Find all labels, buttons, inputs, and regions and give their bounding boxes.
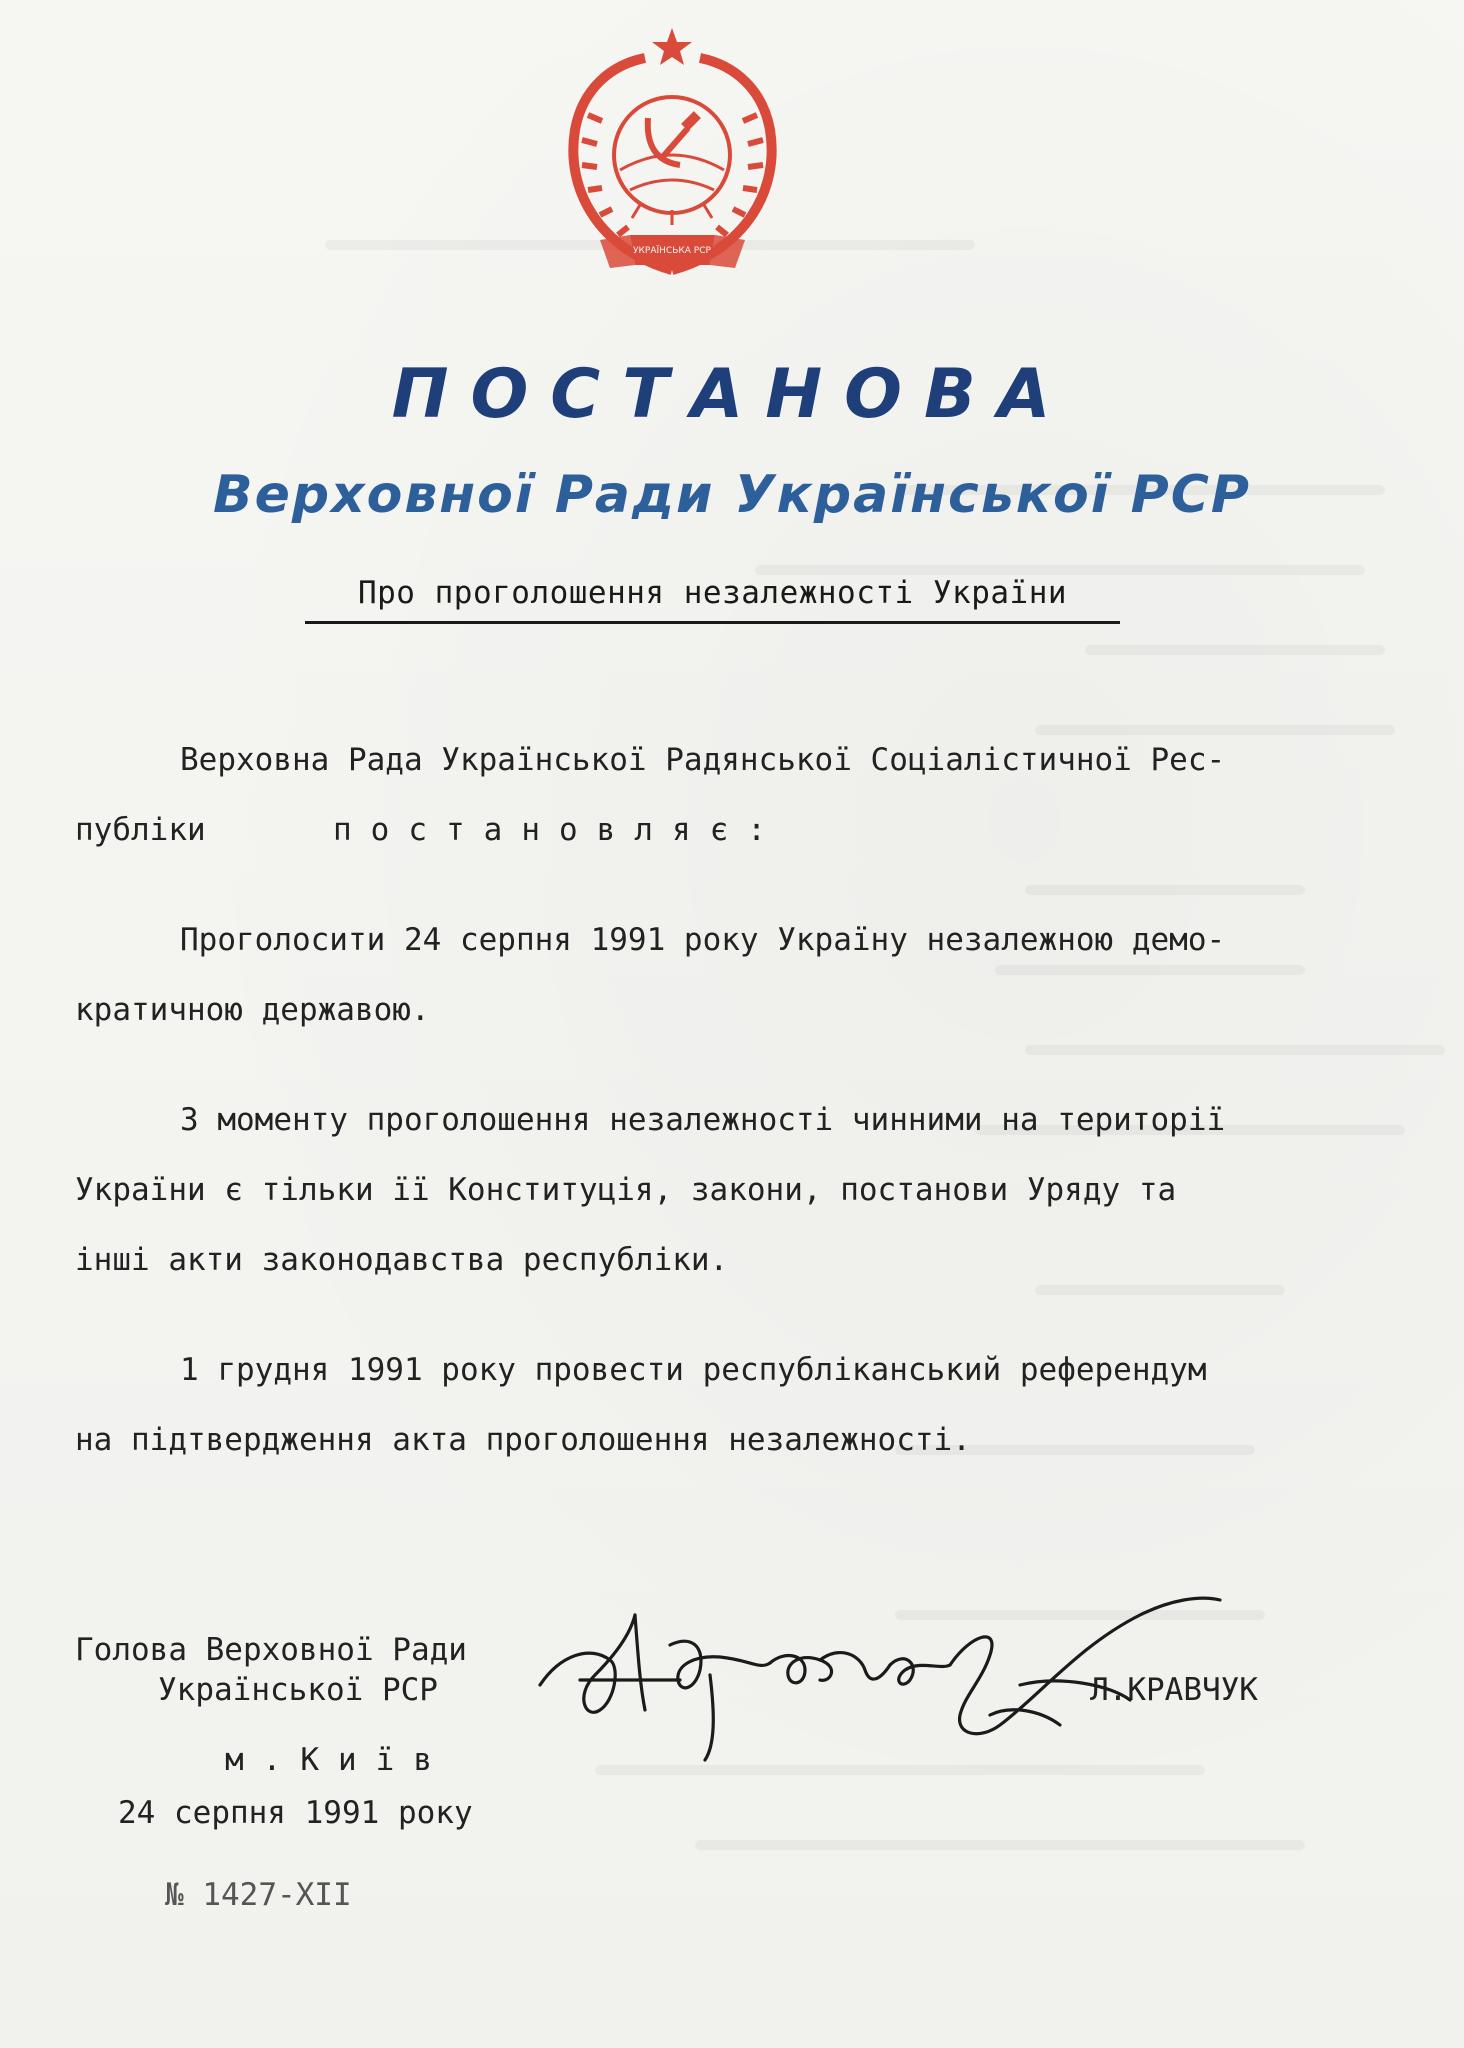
paragraph-1-line-1: Верховна Рада Української Радянської Соціалістичної Рес-: [180, 742, 1226, 778]
paragraph-4-line-2: на підтвердження акта проголошення незалежності.: [75, 1422, 971, 1458]
place-of-issue: м.Київ: [225, 1742, 451, 1778]
state-emblem-icon: [560, 20, 785, 285]
signatory-position-line-1: Голова Верховної Ради: [75, 1632, 467, 1668]
paragraph-3-line-2: України є тільки її Конституція, закони, постанови Уряду та: [75, 1172, 1177, 1208]
signatory-name: Л.КРАВЧУК: [1090, 1672, 1258, 1708]
heading-underline: [305, 621, 1120, 624]
paragraph-3-line-1: З моменту проголошення незалежності чинними на території: [180, 1102, 1226, 1138]
paragraph-2-line-2: кратичною державою.: [75, 992, 430, 1028]
date-of-issue: 24 серпня 1991 року: [118, 1795, 473, 1831]
paragraph-2-line-1: Проголосити 24 серпня 1991 року Україну незалежною демо-: [180, 922, 1226, 958]
emblem-ribbon-text: УКРАЇНСЬКА РСР: [633, 246, 711, 256]
handwritten-signature: [520, 1575, 1265, 1770]
document-heading: Про проголошення незалежності України: [357, 575, 1068, 611]
document-heading-block: [305, 575, 1120, 624]
document-title: ПОСТАНОВА: [391, 355, 1073, 434]
paragraph-1-line-2b: постановляє:: [333, 812, 785, 848]
signatory-position-line-2: Української РСР: [158, 1672, 438, 1708]
paragraph-1-line-2a: публіки: [75, 812, 206, 848]
paragraph-4-line-1: 1 грудня 1991 року провести республіканський референдум: [180, 1352, 1207, 1388]
document-number: № 1427-ХІІ: [165, 1877, 352, 1913]
paragraph-3-line-3: інші акти законодавства республіки.: [75, 1242, 729, 1278]
document-subtitle: Верховної Ради Української РСР: [212, 465, 1252, 525]
